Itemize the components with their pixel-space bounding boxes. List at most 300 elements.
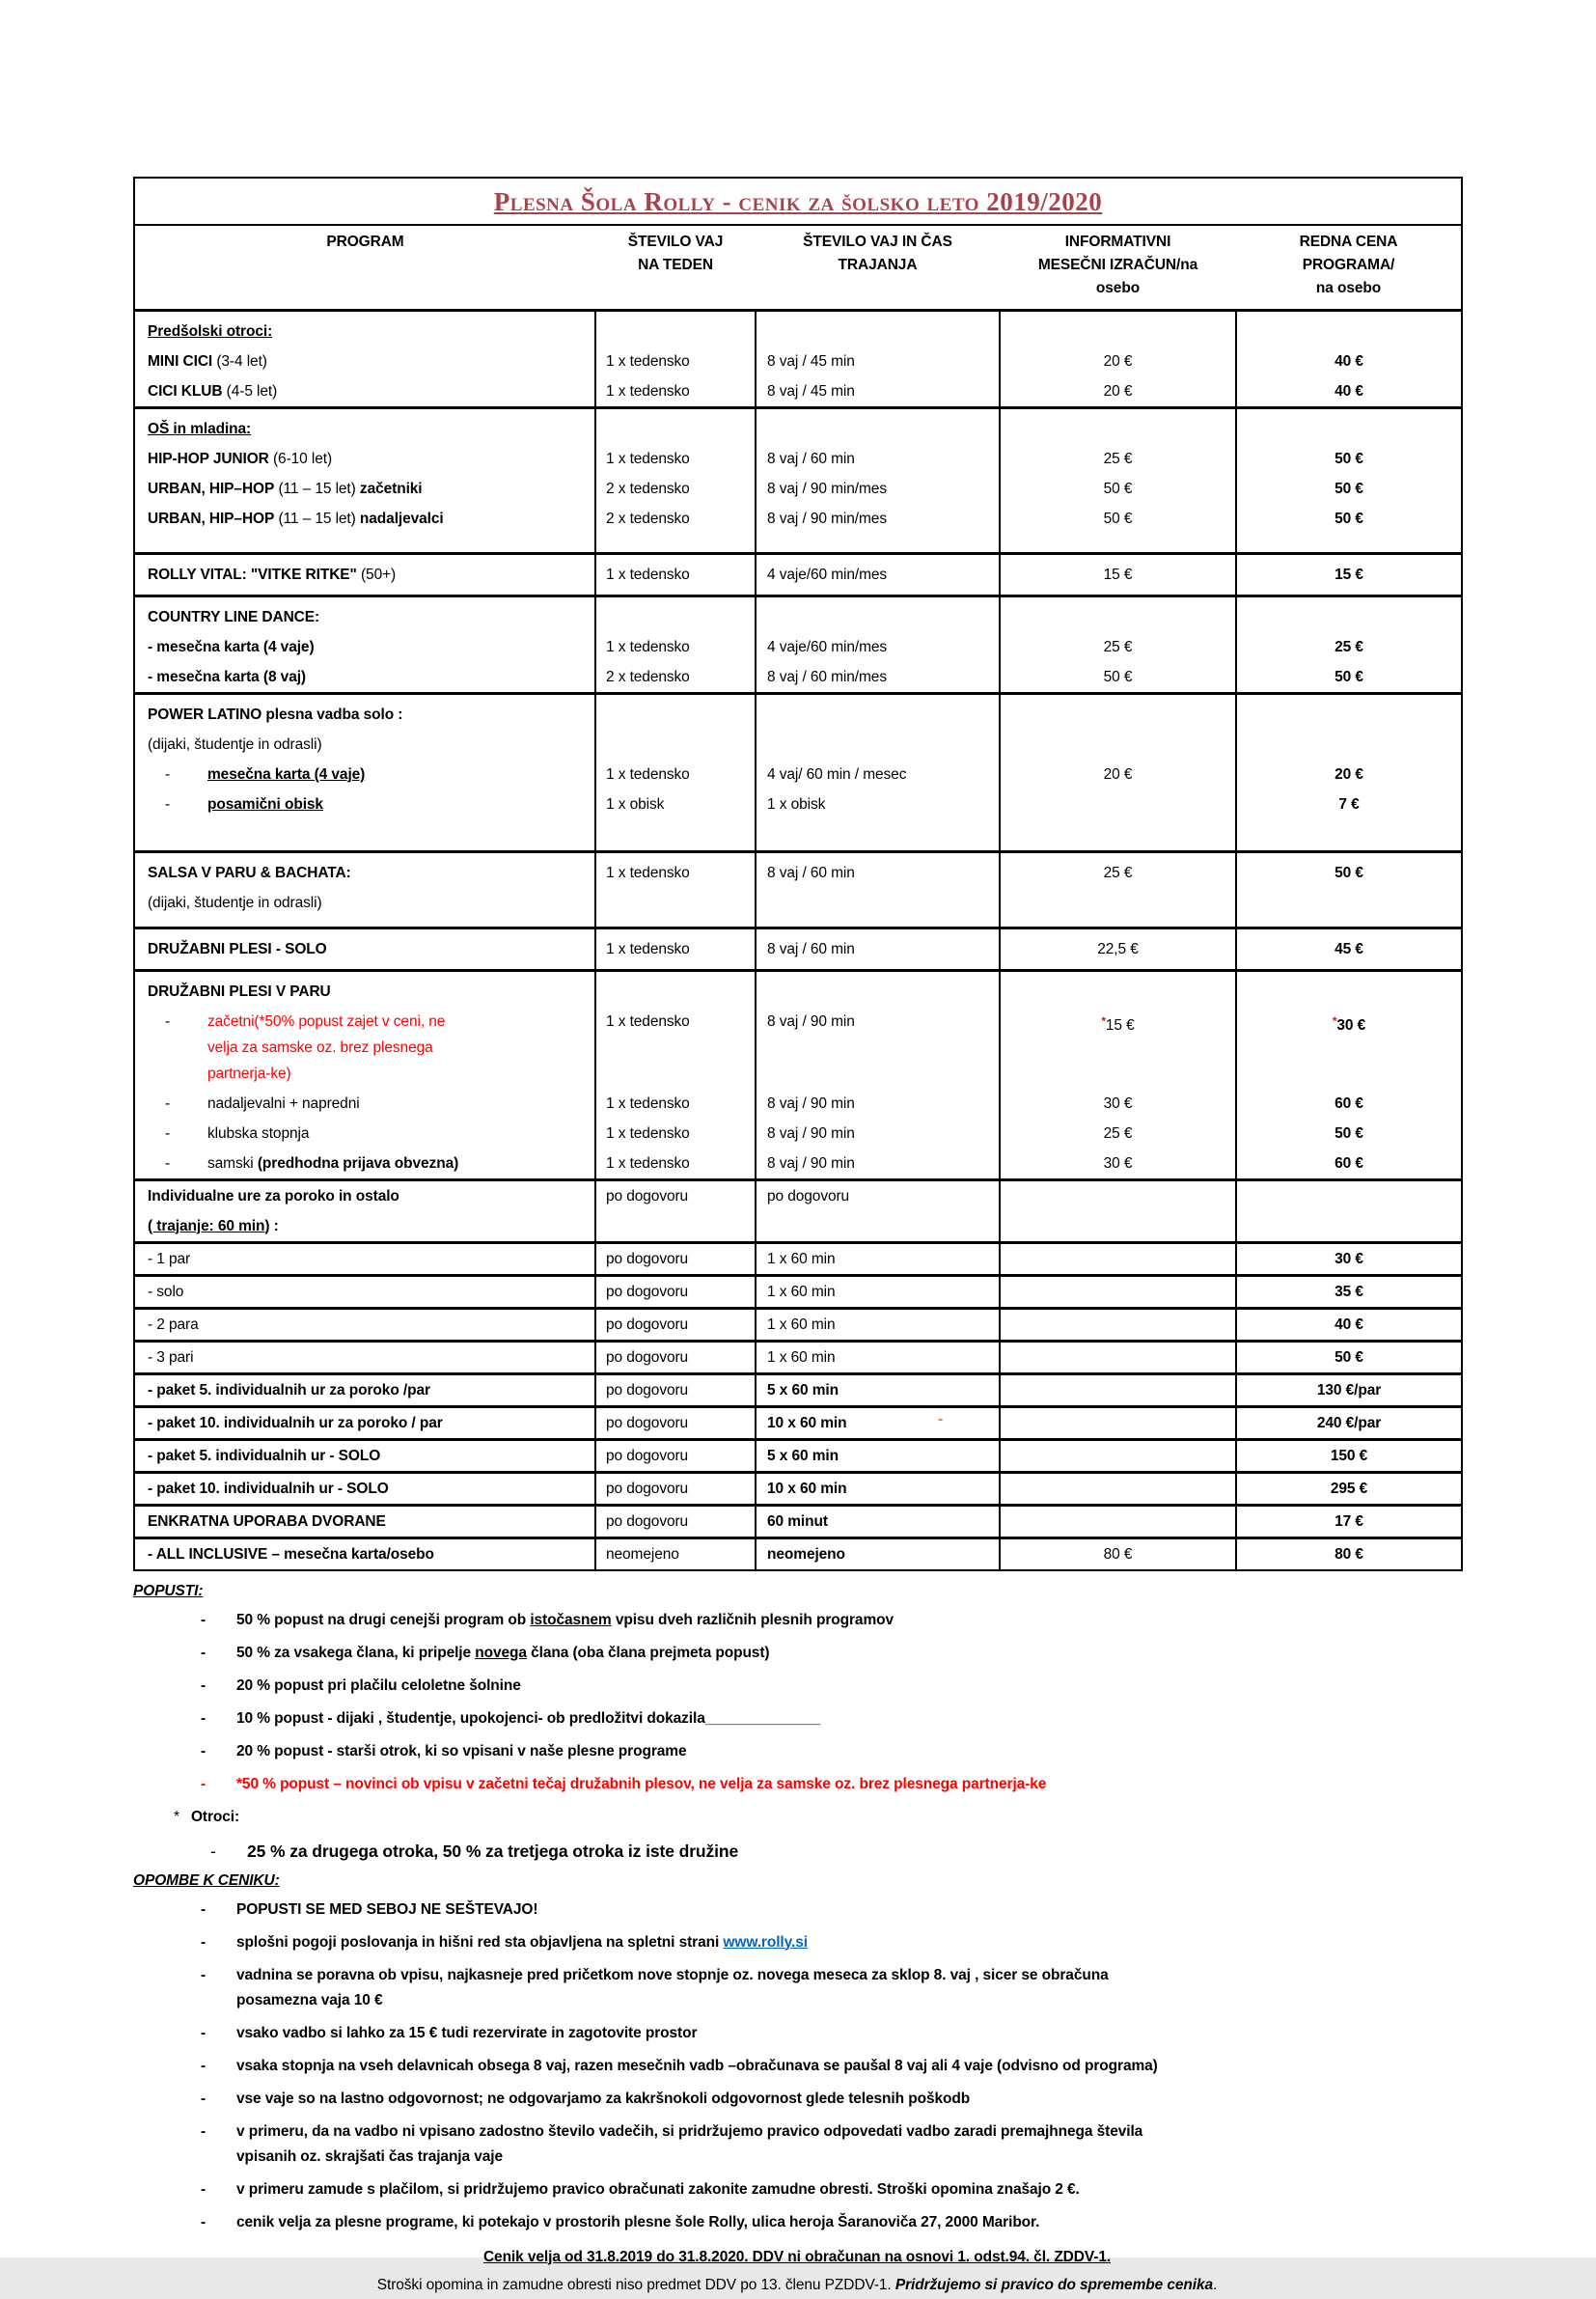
footer xyxy=(133,2243,1461,2299)
table-cell xyxy=(756,632,1000,662)
text-line xyxy=(236,1739,1461,1764)
dash-bullet: - xyxy=(165,1012,171,1030)
text-segment: ENKRATNA UPORABA DVORANE xyxy=(148,1512,386,1530)
text-line xyxy=(148,979,589,1005)
column-header: INFORMATIVNI MESEČNI IZRAČUN/na osebo xyxy=(1000,225,1236,311)
text-line xyxy=(148,1410,589,1436)
table-cell xyxy=(134,760,595,789)
text-segment: 40 € xyxy=(1335,383,1363,400)
text-segment: splošni pogoji poslovanja in hišni red sta objavljena na spletni strani xyxy=(236,1933,724,1951)
text-line xyxy=(606,1312,749,1338)
table-cell xyxy=(1236,1089,1462,1119)
table-cell xyxy=(1236,1149,1462,1180)
text-line xyxy=(1243,476,1455,502)
table-cell xyxy=(595,1505,756,1537)
text-segment: 22,5 € xyxy=(1097,940,1139,957)
text-line xyxy=(1243,378,1455,404)
text-segment: POPUSTI SE MED SEBOJ NE SEŠTEVAJO! xyxy=(236,1900,538,1918)
table-cell xyxy=(1236,632,1462,662)
table-row xyxy=(134,1242,1462,1275)
text-segment: vpisanih oz. skrajšati čas trajanja vaje xyxy=(236,2147,504,2165)
text-segment: (dijaki, študentje in odrasli) xyxy=(148,735,322,753)
text-segment: 1 x 60 min xyxy=(767,1250,836,1267)
table-cell xyxy=(595,1439,756,1472)
table-cell xyxy=(595,852,756,889)
table-cell xyxy=(595,311,756,347)
text-line xyxy=(236,2087,1461,2112)
text-line xyxy=(148,890,589,916)
text-line xyxy=(1006,476,1229,502)
table-cell xyxy=(1000,596,1236,632)
text-line xyxy=(148,319,589,345)
text-line xyxy=(148,936,589,962)
text-segment: 5 x 60 min xyxy=(767,1447,839,1464)
table-cell xyxy=(595,376,756,408)
table-cell xyxy=(1000,928,1236,970)
table-cell xyxy=(134,1472,595,1505)
text-segment: novega xyxy=(475,1644,527,1661)
table-cell xyxy=(1236,1275,1462,1308)
text-line xyxy=(606,634,749,660)
table-row xyxy=(134,1119,1462,1149)
table-cell xyxy=(1000,534,1236,553)
table-row xyxy=(134,1406,1462,1439)
table-row xyxy=(134,1537,1462,1570)
text-segment: CICI KLUB xyxy=(148,383,223,400)
table-section xyxy=(134,693,1462,852)
text-segment: 8 vaj / 45 min xyxy=(767,353,855,370)
table-cell xyxy=(595,504,756,534)
text-segment: 1 x tedensko xyxy=(606,1124,690,1142)
text-line xyxy=(767,1509,993,1535)
text-segment: 1 x tedensko xyxy=(606,1154,690,1172)
table-row xyxy=(134,1089,1462,1119)
text-segment: začetniki xyxy=(359,481,423,497)
note-item xyxy=(133,1674,1461,1699)
text-line xyxy=(148,416,589,442)
table-cell xyxy=(134,474,595,504)
table-cell xyxy=(134,1089,595,1119)
text-line xyxy=(236,2177,1461,2202)
table-cell xyxy=(1000,1275,1236,1308)
table-section xyxy=(134,408,1462,554)
table-cell xyxy=(1000,918,1236,928)
text-segment: DRUŽABNI PLESI - SOLO xyxy=(148,940,327,957)
text-segment: COUNTRY LINE DANCE: xyxy=(148,608,320,625)
text-segment: (dijaki, študentje in odrasli) xyxy=(148,895,322,911)
text-line xyxy=(767,1443,993,1469)
text-segment: 60 € xyxy=(1335,1094,1363,1112)
table-row xyxy=(134,553,1462,596)
otroci-item-text: 25 % za drugega otroka, 50 % za tretjega otroka iz iste družine xyxy=(247,1841,739,1861)
text-line xyxy=(606,1246,749,1272)
column-header: PROGRAM xyxy=(134,225,595,311)
text-line xyxy=(1243,1091,1455,1117)
table-cell xyxy=(134,1341,595,1373)
text-line xyxy=(148,1121,589,1147)
text-line xyxy=(606,860,749,886)
table-cell xyxy=(1236,1308,1462,1341)
table-cell xyxy=(1236,596,1462,632)
text-segment: posamični obisk xyxy=(207,795,323,813)
text-segment: po dogovoru xyxy=(606,1512,689,1530)
text-line xyxy=(236,1608,1461,1633)
table-cell xyxy=(134,1007,595,1089)
table-cell xyxy=(1236,346,1462,376)
text-line xyxy=(236,2054,1461,2079)
table-cell xyxy=(1000,1211,1236,1243)
text-line xyxy=(1243,1009,1455,1039)
text-line xyxy=(1006,446,1229,472)
text-line xyxy=(148,562,589,588)
table-cell xyxy=(595,888,756,918)
table-cell xyxy=(134,1537,595,1570)
text-line xyxy=(148,1035,589,1061)
table-cell xyxy=(595,928,756,970)
text-line xyxy=(1243,664,1455,690)
text-segment: 1 x tedensko xyxy=(606,451,690,467)
text-segment: cenik velja za plesne programe, ki potekajo v prostorih plesne šole Rolly, ulica heroja Šaranoviča 27, 2000 Maribor. xyxy=(236,2213,1040,2230)
dash-bullet: - xyxy=(165,1094,171,1112)
text-line xyxy=(1006,562,1229,588)
text-line xyxy=(1243,1344,1455,1371)
text-line xyxy=(767,1476,993,1502)
text-line xyxy=(606,1443,749,1469)
text-line xyxy=(148,1061,589,1087)
text-line xyxy=(1243,936,1455,962)
text-line xyxy=(1243,1509,1455,1535)
text-line xyxy=(606,1091,749,1117)
table-cell xyxy=(595,1007,756,1089)
table-cell xyxy=(1000,1472,1236,1505)
table-row xyxy=(134,1007,1462,1089)
dash-bullet: - xyxy=(201,1644,206,1661)
text-line xyxy=(767,860,993,886)
text-line xyxy=(148,1279,589,1305)
table-row xyxy=(134,789,1462,819)
text-line xyxy=(148,1377,589,1403)
text-segment: 8 vaj / 90 min xyxy=(767,1124,855,1142)
text-line xyxy=(148,1541,589,1567)
table-cell xyxy=(134,1406,595,1439)
table-cell xyxy=(1000,1179,1236,1211)
table-cell xyxy=(756,1089,1000,1119)
text-segment: . xyxy=(1213,2276,1218,2293)
note-item xyxy=(133,1897,1461,1923)
table-section xyxy=(134,1373,1462,1406)
text-line xyxy=(148,446,589,472)
text-line xyxy=(1243,1279,1455,1305)
table-cell xyxy=(595,596,756,632)
text-segment: posamezna vaja 10 € xyxy=(236,1991,383,2008)
text-line xyxy=(236,1930,1461,1955)
notes-section xyxy=(133,1583,1461,2299)
table-row xyxy=(134,970,1462,1007)
column-header: REDNA CENA PROGRAMA/ na osebo xyxy=(1236,225,1462,311)
table-section xyxy=(134,1179,1462,1242)
text-segment: 25 € xyxy=(1103,865,1133,881)
text-line xyxy=(148,1213,589,1239)
table-cell xyxy=(1000,970,1236,1007)
table-cell xyxy=(756,311,1000,347)
text-segment: 25 € xyxy=(1103,451,1133,467)
table-cell xyxy=(1000,693,1236,730)
text-segment: po dogovoru xyxy=(606,1283,689,1300)
text-segment: URBAN, HIP–HOP xyxy=(148,481,275,497)
text-line xyxy=(148,1009,589,1035)
table-cell xyxy=(134,1242,595,1275)
table-cell xyxy=(134,1211,595,1243)
text-segment: 50 % popust na drugi cenejši program ob xyxy=(236,1611,531,1628)
text-line xyxy=(1243,634,1455,660)
table-cell xyxy=(134,376,595,408)
table-cell xyxy=(1236,662,1462,694)
table-cell xyxy=(756,1537,1000,1570)
text-line xyxy=(767,664,993,690)
table-cell xyxy=(756,1242,1000,1275)
text-segment: 1 x tedensko xyxy=(606,865,690,881)
table-cell xyxy=(1236,760,1462,789)
table-cell xyxy=(595,662,756,694)
table-cell xyxy=(756,888,1000,918)
text-segment: 50 € xyxy=(1103,481,1133,497)
table-cell xyxy=(1000,1537,1236,1570)
rolly-link[interactable]: www.rolly.si xyxy=(723,1933,808,1951)
table-cell xyxy=(1000,789,1236,819)
table-cell xyxy=(134,730,595,760)
table-cell xyxy=(756,928,1000,970)
text-segment: (4-5 let) xyxy=(222,383,278,400)
popusti-list xyxy=(133,1608,1461,1797)
table-cell xyxy=(756,1439,1000,1472)
table-cell xyxy=(756,444,1000,474)
text-line xyxy=(148,762,589,788)
table-cell xyxy=(134,662,595,694)
table-cell xyxy=(1236,1439,1462,1472)
table-section xyxy=(134,1505,1462,1537)
table-cell xyxy=(1000,1439,1236,1472)
text-segment: 5 x 60 min xyxy=(767,1381,839,1399)
dash-bullet: - xyxy=(165,765,171,783)
text-line xyxy=(148,860,589,886)
text-segment: 50 € xyxy=(1335,668,1363,685)
table-cell xyxy=(134,632,595,662)
table-cell xyxy=(595,444,756,474)
text-line xyxy=(1243,860,1455,886)
table-section xyxy=(134,1341,1462,1373)
text-line xyxy=(1243,562,1455,588)
text-line xyxy=(148,1150,589,1177)
text-segment: (50+) xyxy=(356,566,397,583)
text-segment: 50 % za vsakega člana, ki pripelje xyxy=(236,1644,476,1661)
text-segment: * xyxy=(1101,1013,1106,1028)
table-cell xyxy=(595,408,756,445)
text-segment: 50 € xyxy=(1335,1124,1363,1142)
text-line xyxy=(1006,860,1229,886)
text-segment: 20 % popust - starši otrok, ki so vpisani v naše plesne programe xyxy=(236,1742,687,1759)
table-cell xyxy=(756,1308,1000,1341)
table-cell xyxy=(1236,311,1462,347)
table-cell xyxy=(134,819,595,852)
table-cell xyxy=(134,408,595,445)
text-line xyxy=(606,378,749,404)
table-cell xyxy=(595,970,756,1007)
table-cell xyxy=(1236,1119,1462,1149)
table-row xyxy=(134,1308,1462,1341)
text-line xyxy=(236,1674,1461,1699)
text-segment: v primeru zamude s plačilom, si pridržujemo pravico obračunati zakonite zamudne obresti. Stroški opomina znašajo 2 €. xyxy=(236,2180,1080,2198)
popusti-heading: POPUSTI: xyxy=(133,1582,204,1599)
text-line xyxy=(1243,1443,1455,1469)
dash-bullet: - xyxy=(201,1900,206,1918)
text-segment: 30 € xyxy=(1336,1016,1366,1034)
table-cell xyxy=(595,1341,756,1373)
text-segment: OŠ in mladina: xyxy=(148,421,252,437)
table-cell xyxy=(1000,376,1236,408)
table-row xyxy=(134,1211,1462,1243)
table-row xyxy=(134,632,1462,662)
table-cell xyxy=(134,534,595,553)
text-segment: po dogovoru xyxy=(606,1381,689,1399)
text-line xyxy=(1006,762,1229,788)
text-segment: 130 €/par xyxy=(1316,1381,1382,1399)
text-line xyxy=(1006,1121,1229,1147)
text-line xyxy=(606,664,749,690)
table-row xyxy=(134,444,1462,474)
table-cell xyxy=(756,1373,1000,1406)
text-line xyxy=(148,476,589,502)
title-cell xyxy=(134,178,1462,225)
table-cell xyxy=(1000,444,1236,474)
text-line xyxy=(767,1279,993,1305)
table-cell xyxy=(1236,553,1462,596)
table-cell xyxy=(134,1149,595,1180)
spacer-row xyxy=(134,534,1462,553)
text-segment: 50 € xyxy=(1103,668,1133,685)
text-line xyxy=(606,1410,749,1436)
table-cell xyxy=(756,596,1000,632)
text-segment: 8 vaj / 90 min xyxy=(767,1094,855,1112)
text-line xyxy=(236,2145,1461,2170)
note-item xyxy=(133,1772,1461,1797)
text-segment: - ALL INCLUSIVE – mesečna karta/osebo xyxy=(148,1545,434,1563)
table-row xyxy=(134,474,1462,504)
table-cell xyxy=(756,918,1000,928)
dash-bullet: - xyxy=(201,1709,206,1727)
text-line xyxy=(148,702,589,728)
text-segment: - paket 5. individualnih ur - SOLO xyxy=(148,1447,381,1464)
table-cell xyxy=(756,1505,1000,1537)
text-line xyxy=(606,1150,749,1177)
text-segment: - paket 10. individualnih ur - SOLO xyxy=(148,1480,389,1497)
text-segment: - 2 para xyxy=(148,1316,199,1333)
text-segment: 60 minut xyxy=(767,1512,828,1530)
text-segment: 1 x tedensko xyxy=(606,765,690,783)
table-cell xyxy=(595,1275,756,1308)
table-row xyxy=(134,888,1462,918)
text-line xyxy=(1006,1150,1229,1177)
text-line xyxy=(606,348,749,374)
text-line xyxy=(767,1183,993,1209)
table-cell xyxy=(756,662,1000,694)
text-segment: 1 x obisk xyxy=(606,795,665,813)
text-segment: velja za samske oz. brez plesnega xyxy=(207,1039,433,1056)
dash-bullet: - xyxy=(201,2090,206,2107)
text-line xyxy=(236,1641,1461,1666)
text-line xyxy=(1243,348,1455,374)
text-line xyxy=(148,348,589,374)
text-segment: nadaljevalni + napredni xyxy=(207,1094,360,1112)
text-segment: 1 x obisk xyxy=(767,795,826,813)
text-line xyxy=(767,1150,993,1177)
text-segment: po dogovoru xyxy=(606,1480,689,1497)
otroci-label: Otroci: xyxy=(190,1808,240,1825)
table-cell xyxy=(756,852,1000,889)
page-title: Plesna Šola Rolly - cenik za šolsko leto 2019/2020 xyxy=(493,187,1103,216)
text-segment: 30 € xyxy=(1103,1094,1133,1112)
table-cell xyxy=(756,730,1000,760)
dash-bullet: - xyxy=(165,1154,171,1172)
table-cell xyxy=(756,474,1000,504)
text-segment: 25 € xyxy=(1335,638,1363,655)
table-cell xyxy=(134,928,595,970)
text-line xyxy=(767,348,993,374)
text-line xyxy=(606,1344,749,1371)
text-line xyxy=(236,1772,1461,1797)
text-line xyxy=(148,1509,589,1535)
text-line xyxy=(148,634,589,660)
table-cell xyxy=(595,1119,756,1149)
text-segment: 50 € xyxy=(1335,451,1363,467)
otroci-line xyxy=(133,1805,1461,1830)
table-cell xyxy=(1000,632,1236,662)
text-line xyxy=(606,791,749,817)
table-cell xyxy=(1236,1179,1462,1211)
text-segment: Pridržujemo si pravico do spremembe cenika xyxy=(894,2276,1214,2293)
dash-bullet: - xyxy=(201,1966,206,1983)
opombe-list xyxy=(133,1897,1461,2235)
text-line xyxy=(1006,1009,1229,1039)
text-segment: *50 % popust – novinci ob vpisu v začetni tečaj družabnih plesov, ne velja za samske oz. brez plesnega partnerja-ke xyxy=(236,1775,1047,1792)
text-segment: 60 € xyxy=(1335,1154,1363,1172)
table-section xyxy=(134,596,1462,693)
text-segment: - paket 5. individualnih ur za poroko /par xyxy=(148,1381,430,1399)
table-cell xyxy=(1000,553,1236,596)
table-row xyxy=(134,1341,1462,1373)
table-cell xyxy=(1000,1373,1236,1406)
table-cell xyxy=(1236,444,1462,474)
table-cell xyxy=(756,1341,1000,1373)
text-line xyxy=(148,604,589,630)
table-cell xyxy=(595,1373,756,1406)
text-line xyxy=(236,2021,1461,2046)
text-segment: 30 € xyxy=(1103,1154,1133,1172)
table-cell xyxy=(595,1179,756,1211)
text-line xyxy=(767,378,993,404)
table-cell xyxy=(595,819,756,852)
text-line xyxy=(767,1121,993,1147)
table-cell xyxy=(756,970,1000,1007)
text-segment: - solo xyxy=(148,1283,184,1300)
text-line xyxy=(606,506,749,532)
text-segment: (6-10 let) xyxy=(268,451,333,467)
text-segment: 20 € xyxy=(1103,383,1133,400)
table-cell xyxy=(756,819,1000,852)
text-segment: 8 vaj / 90 min/mes xyxy=(767,511,887,527)
table-cell xyxy=(756,1149,1000,1180)
text-line xyxy=(1006,936,1229,962)
text-segment: Stroški opomina in zamudne obresti niso predmet DDV po 13. členu PZDDV-1. xyxy=(376,2276,895,2293)
